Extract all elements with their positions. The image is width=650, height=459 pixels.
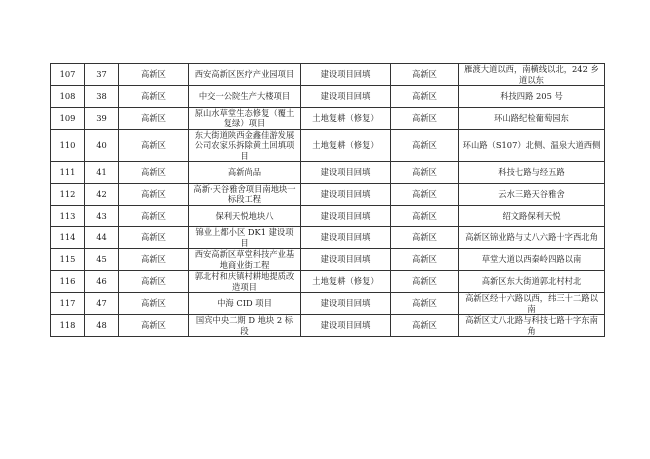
- row-district: 高新区: [119, 205, 189, 227]
- row-district-2: 高新区: [391, 249, 459, 271]
- row-project-type: 建设项目回填: [301, 249, 391, 271]
- row-district: 高新区: [119, 162, 189, 184]
- row-location: 环山路纪检葡萄园东: [459, 107, 605, 129]
- row-district-2: 高新区: [391, 183, 459, 205]
- row-project-name: 高新·天谷雅舍项目南地块一标段工程: [189, 183, 301, 205]
- table-row: [51, 205, 605, 227]
- table-row: [51, 183, 605, 205]
- row-subnumber: 45: [85, 249, 119, 271]
- row-number: 109: [51, 107, 85, 129]
- row-district: 高新区: [119, 183, 189, 205]
- row-location: 环山路（S107）北侧、温泉大道西侧: [459, 129, 605, 162]
- row-location: 绍文路保利天悦: [459, 205, 605, 227]
- row-district: 高新区: [119, 249, 189, 271]
- row-district: 高新区: [119, 64, 189, 86]
- row-subnumber: 46: [85, 271, 119, 293]
- row-project-type: 建设项目回填: [301, 183, 391, 205]
- row-district: 高新区: [119, 315, 189, 337]
- table-row: [51, 315, 605, 337]
- row-number: 115: [51, 249, 85, 271]
- row-district: 高新区: [119, 107, 189, 129]
- row-district-2: 高新区: [391, 271, 459, 293]
- row-district-2: 高新区: [391, 86, 459, 108]
- row-district-2: 高新区: [391, 107, 459, 129]
- row-location: 高新区东大街道郭北村村北: [459, 271, 605, 293]
- row-project-type: 建设项目回填: [301, 64, 391, 86]
- row-project-name: 保利天悦地块八: [189, 205, 301, 227]
- row-project-name: 中交一公院生产大楼项目: [189, 86, 301, 108]
- row-project-name: 西安高新区草堂科技产业基地商业街工程: [189, 249, 301, 271]
- table-row: [51, 64, 605, 86]
- row-district-2: 高新区: [391, 315, 459, 337]
- row-location: 云水三路天谷雅舍: [459, 183, 605, 205]
- row-location: 科技四路 205 号: [459, 86, 605, 108]
- row-project-name: 西安高新区医疗产业园项目: [189, 64, 301, 86]
- row-number: 111: [51, 162, 85, 184]
- row-project-type: 建设项目回填: [301, 227, 391, 249]
- row-subnumber: 39: [85, 107, 119, 129]
- row-project-type: 建设项目回填: [301, 315, 391, 337]
- row-district-2: 高新区: [391, 162, 459, 184]
- table-row: [51, 162, 605, 184]
- row-number: 117: [51, 293, 85, 315]
- row-location: 草堂大道以西秦岭四路以南: [459, 249, 605, 271]
- table-row: [51, 86, 605, 108]
- row-project-name: 锦业上都小区 DK1 建设项目: [189, 227, 301, 249]
- row-subnumber: 37: [85, 64, 119, 86]
- table-row: [51, 249, 605, 271]
- row-district-2: 高新区: [391, 129, 459, 162]
- row-project-type: 建设项目回填: [301, 293, 391, 315]
- row-district-2: 高新区: [391, 205, 459, 227]
- row-number: 112: [51, 183, 85, 205]
- row-district: 高新区: [119, 271, 189, 293]
- row-project-name: 原山水草堂生态修复（覆土复绿）项目: [189, 107, 301, 129]
- row-location: 高新区锦业路与丈八六路十字西北角: [459, 227, 605, 249]
- row-project-type: 土地复耕（修复）: [301, 129, 391, 162]
- row-subnumber: 47: [85, 293, 119, 315]
- row-project-name: 国宾中央二期 D 地块 2 标段: [189, 315, 301, 337]
- row-number: 107: [51, 64, 85, 86]
- row-project-type: 土地复耕（修复）: [301, 271, 391, 293]
- row-number: 113: [51, 205, 85, 227]
- row-project-type: 建设项目回填: [301, 162, 391, 184]
- row-subnumber: 38: [85, 86, 119, 108]
- row-subnumber: 48: [85, 315, 119, 337]
- table-row: [51, 107, 605, 129]
- row-location: 高新区经十六路以西，纬三十二路以南: [459, 293, 605, 315]
- row-location: 高新区丈八北路与科技七路十字东南角: [459, 315, 605, 337]
- row-district-2: 高新区: [391, 293, 459, 315]
- row-subnumber: 42: [85, 183, 119, 205]
- row-project-name: 中海 CID 项目: [189, 293, 301, 315]
- row-number: 118: [51, 315, 85, 337]
- row-subnumber: 44: [85, 227, 119, 249]
- row-subnumber: 41: [85, 162, 119, 184]
- row-district: 高新区: [119, 227, 189, 249]
- row-district: 高新区: [119, 129, 189, 162]
- row-project-name: 郭北村和庆镇村耕地提质改造项目: [189, 271, 301, 293]
- row-project-type: 建设项目回填: [301, 86, 391, 108]
- row-location: 雁渡大道以西，南横线以北，242 乡道以东: [459, 64, 605, 86]
- row-number: 110: [51, 129, 85, 162]
- row-district-2: 高新区: [391, 227, 459, 249]
- row-location: 科技七路与经五路: [459, 162, 605, 184]
- table-row: [51, 271, 605, 293]
- project-table: [50, 63, 605, 337]
- row-subnumber: 40: [85, 129, 119, 162]
- row-subnumber: 43: [85, 205, 119, 227]
- row-number: 114: [51, 227, 85, 249]
- table-row: [51, 293, 605, 315]
- row-district: 高新区: [119, 293, 189, 315]
- row-project-type: 土地复耕（修复）: [301, 107, 391, 129]
- table-row: [51, 227, 605, 249]
- project-table-body: [51, 64, 605, 337]
- table-row: [51, 129, 605, 162]
- row-district-2: 高新区: [391, 64, 459, 86]
- row-district: 高新区: [119, 86, 189, 108]
- row-project-name: 高新尚品: [189, 162, 301, 184]
- row-project-type: 建设项目回填: [301, 205, 391, 227]
- row-project-name: 东大街道陕西金鑫佳游发展公司农家乐拆除黄土回填项目: [189, 129, 301, 162]
- row-number: 116: [51, 271, 85, 293]
- row-number: 108: [51, 86, 85, 108]
